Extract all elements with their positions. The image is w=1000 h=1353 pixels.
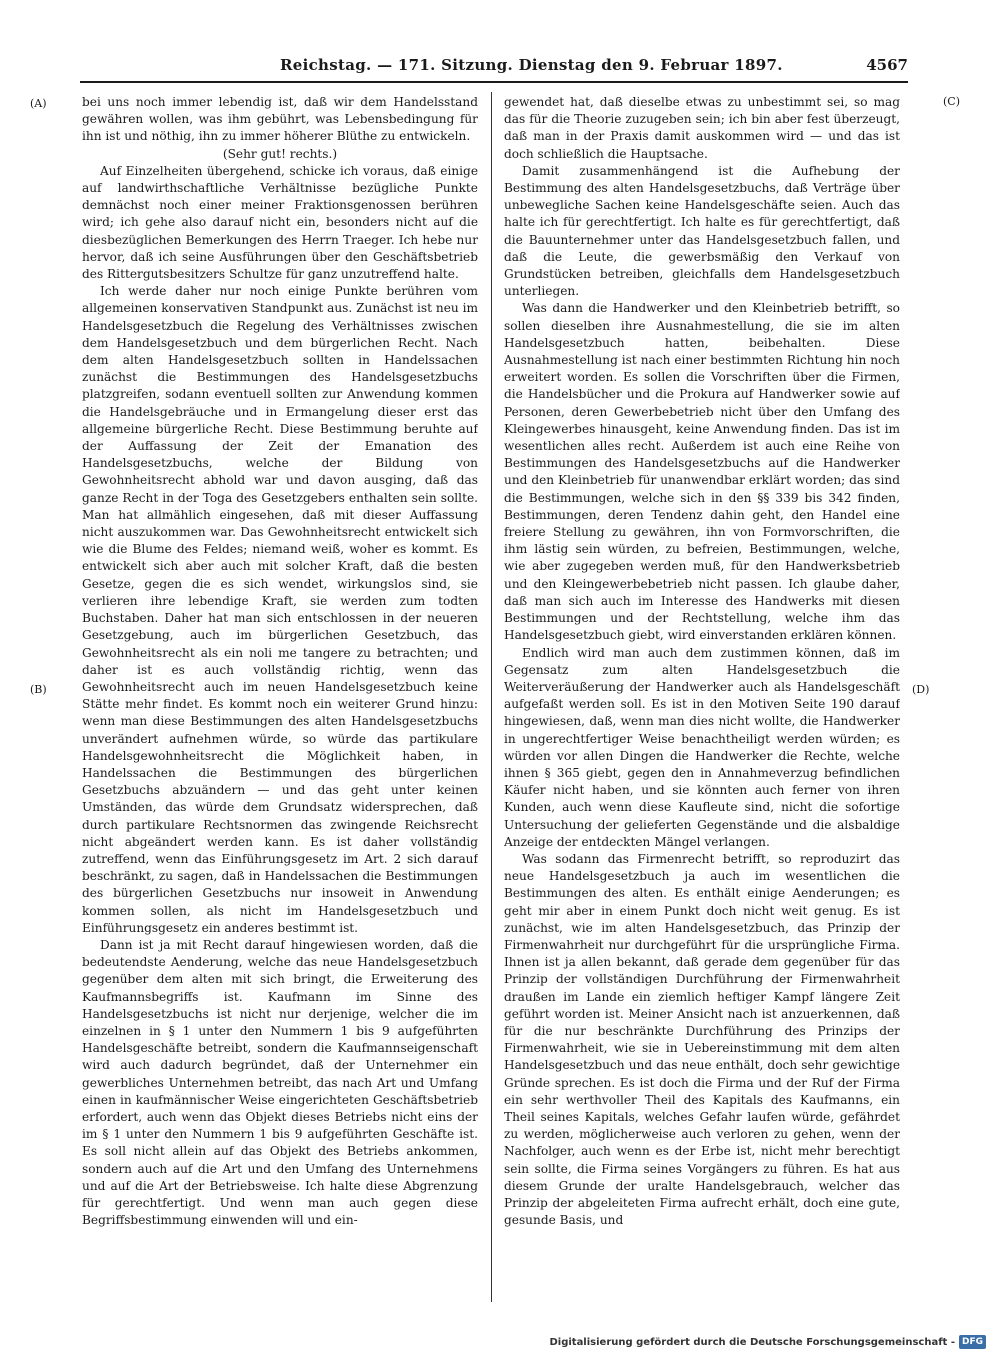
margin-marker-c: (C) bbox=[943, 95, 960, 108]
paragraph: Endlich wird man auch dem zustimmen können, daß im Gegensatz zum alten Handelsgesetzbuch die Weiterveräußerung der Handwerker auch als Handelsgeschäft aufgefaßt werden soll. Es ist in den Motiven Seite 190 darauf hingewiesen, daß, wenn man dies nicht wollte, die Handwerker in ungerechtfertiger Weise benachtheiligt werden würden; es würden vor allen Dingen die Handwerker die Rechte, welche ihnen § 365 giebt, gegen den in Annahmeverzug befindlichen Käufer nicht haben, und sie könnten auch ferner von ihren Kunden, auch wenn diese Kaufleute sind, nicht die sofortige Untersuchung der gelieferten Gegenstände und die alsbaldige Anzeige der entdeckten Mängel verlangen. bbox=[504, 645, 900, 849]
paragraph: Was sodann das Firmenrecht betrifft, so reproduzirt das neue Handelsgesetzbuch ja auch im wesentlichen die Bestimmungen des alten. Es enthält einige Aenderungen; es geht mir aber in einem Punkt doch nicht weit genug. Es ist zunächst, wie im alten Handelsgesetzbuch, das Prinzip der Firmenwahrheit nur durchgeführt für die ursprüngliche Firma. Ihnen ist ja allen bekannt, daß gerade dem gegenüber für das Prinzip der vollständigen Durchführung der Firmenwahrheit draußen im Lande ein ziemlich heftiger Kampf längere Zeit geführt worden ist. Meiner Ansicht nach ist anzuerkennen, daß für die nur beschränkte Durchführung des Prinzips der Firmenwahrheit, wie sie in Uebereinstimmung mit dem alten Handelsgesetzbuch und das neue enthält, doch sehr gewichtige Gründe sprechen. Es ist doch die Firma und der Ruf der Firma ein sehr werthvoller Theil des Kapitals des Kaufmanns, ein Theil seines Kapitals, welches Gefahr laufen würde, gefährdet zu werden, möglicherweise auch verloren zu gehen, wenn der Nachfolger, auch wenn es der Erbe ist, nicht mehr berechtigt sein sollte, die Firma seines Vorgängers zu führen. Es hat aus diesem Grunde der uralte Handelsgebrauch, welcher das Prinzip der abgeleiteten Firma aufrecht erhält, doch eine gute, gesunde Basis, und bbox=[504, 851, 900, 1228]
margin-marker-b: (B) bbox=[30, 683, 47, 696]
paragraph: gewendet hat, daß dieselbe etwas zu unbestimmt sei, so mag das für die Theorie zuzugeben sein; ich bin aber fest überzeugt, daß man in der Praxis damit auskommen wird — und das ist doch schließlich die Hauptsache. bbox=[504, 95, 900, 161]
paragraph: Auf Einzelheiten übergehend, schicke ich voraus, daß einige auf landwirthschaftliche Verhältnisse bezügliche Punkte demnächst noch einer meiner Fraktionsgenossen berühren wird; ich gehe also darauf nicht ein, besonders nicht auf die diesbezüglichen Bemerkungen des Herrn Traeger. Ich hebe nur hervor, daß ich seine Ausführungen über den Geschäftsbetrieb des Rittergutsbesitzers Schultze für ganz unzutreffend halte. bbox=[82, 163, 478, 282]
footer-credit: Digitalisierung gefördert durch die Deutsche Forschungsgemeinschaft - bbox=[549, 1336, 955, 1348]
left-column bbox=[82, 94, 478, 1304]
page-header bbox=[80, 56, 908, 80]
page-number: 4567 bbox=[866, 56, 908, 74]
dfg-logo-icon: DFG bbox=[959, 1335, 986, 1349]
paragraph: Dann ist ja mit Recht darauf hingewiesen worden, daß die bedeutendste Aenderung, welche das neue Handelsgesetzbuch gegenüber dem alten mit sich bringt, die Erweiterung des Kaufmannsbegriffs ist. Kaufmann im Sinne des Handelsgesetzbuchs ist nicht nur derjenige, welcher die im einzelnen in § 1 unter den Nummern 1 bis 9 aufgeführten Handelsgeschäfte betreibt, sondern die Kaufmannseigenschaft wird auch dadurch begründet, daß der Unternehmer ein gewerbliches Unternehmen betreibt, das nach Art und Umfang einen in kaufmännischer Weise eingerichteten Geschäftsbetrieb erfordert, auch wenn das Objekt dieses Betriebs nicht eins der im § 1 unter den Nummern 1 bis 9 aufgeführten Geschäfte ist. Es soll nicht allein auf das Objekt des Betriebs ankommen, sondern auch auf die Art und den Umfang des Unternehmens und auf die Art der Betriebsweise. Ich halte diese Abgrenzung für gerechtfertigt. Und wenn man auch gegen diese Begriffsbestimmung einwenden will und ein- bbox=[82, 937, 478, 1228]
margin-marker-a: (A) bbox=[30, 97, 47, 110]
paragraph: Damit zusammenhängend ist die Aufhebung der Bestimmung des alten Handelsgesetzbuchs, daß Verträge über unbewegliche Sachen keine Handelsgeschäfte seien. Auch das halte ich für gerechtfertigt. Ich halte es für gerechtfertigt, daß die Bauunternehmer unter das Handelsgesetzbuch fallen, und daß die Leute, die gewerbsmäßig den Verkauf von Grundstücken betreiben, gleichfalls dem Handelsgesetzbuch unterliegen. bbox=[504, 163, 900, 299]
running-title: Reichstag. — 171. Sitzung. Dienstag den 9. Februar 1897. bbox=[280, 56, 783, 74]
paragraph: Ich werde daher nur noch einige Punkte berühren vom allgemeinen konservativen Standpunkt aus. Zunächst ist neu im Handelsgesetzbuch die Regelung des Verhältnisses zwischen dem Handelsgesetzbuch und dem bürgerlichen Recht. Nach dem alten Handelsgesetzbuch sollten in Handelssachen zunächst die Bestimmungen des Handelsgesetzbuchs platzgreifen, sodann eventuell sollten zur Anwendung kommen die Handelsgebräuche und in Ermangelung dieser erst das allgemeine bürgerliche Recht. Diese Bestimmung beruhte auf der Auffassung der Zeit der Emanation des Handelsgesetzbuchs, welche der Bildung von Gewohnheitsrecht abhold war und davon ausging, daß das ganze Recht in der Toga des Gesetzgebers enthalten sein sollte. Man hat allmählich eingesehen, daß mit dieser Auffassung nicht auszukommen war. Das Gewohnheitsrecht entwickelt sich wie die Blume des Feldes; niemand weiß, woher es kommt. Es entwickelt sich aber auch mit solcher Kraft, daß die besten Gesetze, gegen die es sich wendet, wirkungslos sind, sie verlieren ihre lebendige Kraft, sie werden zum todten Buchstaben. Daher hat man sich entschlossen in der neueren Gesetzgebung, auch im bürgerlichen Gesetzbuch, das Gewohnheitsrecht als ein noli me tangere zu betrachten; und daher ist es auch vollständig richtig, wenn das Gewohnheitsrecht auch im neuen Handelsgesetzbuch keine Stätte mehr findet. Es kommt noch ein weiterer Grund hinzu: wenn man diese Bestimmungen des alten Handelsgesetzbuchs unverändert aufnehmen würde, so würde das partikulare Handelsgewohnheitsrecht die Möglichkeit haben, in Handelssachen die Bestimmungen des bürgerlichen Gesetzbuchs abzuändern — und das geht unter keinen Umständen, das würde dem Grundsatz widersprechen, daß durch partikulare Rechtsnormen das zwingende Reichsrecht nicht abgeändert werden kann. Es ist daher vollständig zutreffend, wenn das Einführungsgesetz im Art. 2 sich darauf beschränkt, zu sagen, daß in Handelssachen die Bestimmungen des bürgerlichen Gesetzbuchs nur insoweit in Anwendung kommen sollen, als nicht im Handelsgesetzbuch und Einführungsgesetz ein anderes bestimmt ist. bbox=[82, 284, 478, 935]
right-column bbox=[504, 94, 900, 1304]
column-divider bbox=[491, 92, 492, 1302]
header-rule bbox=[80, 81, 908, 83]
margin-marker-d: (D) bbox=[912, 683, 930, 696]
footer bbox=[549, 1335, 986, 1349]
paragraph: Was dann die Handwerker und den Kleinbetrieb betrifft, so sollen dieselben ihre Ausnahmestellung, die sie im alten Handelsgesetzbuch hatten, beibehalten. Diese Ausnahmestellung ist nach einer bestimmten Richtung hin noch erweitert worden. Es sollen die Vorschriften über die Firmen, die Handelsbücher und die Prokura auf Handwerker sowie auf Personen, deren Gewerbebetrieb nicht über den Umfang des Kleingewerbes hinausgeht, keine Anwendung finden. Das ist im wesentlichen alles recht. Außerdem ist auch eine Reihe von Bestimmungen des Handelsgesetzbuchs auf die Handwerker und den Kleinbetrieb für unanwendbar erklärt worden; das sind die Bestimmungen, welche sich in den §§ 339 bis 342 finden, Bestimmungen, deren Tendenz dahin geht, den Handel eine freiere Stellung zu gewähren, ihn von Formvorschriften, die ihm lästig sein würden, zu befreien, Bestimmungen, welche, wie aber zugegeben werden muß, für den Handwerksbetrieb und den Kleingewerbebetrieb nicht passen. Ich glaube daher, daß man sich auch im Interesse des Handwerks mit diesen Bestimmungen und der Rechtstellung, welche ihm das Handelsgesetzbuch giebt, wird einverstanden erklären können. bbox=[504, 301, 900, 643]
paragraph: bei uns noch immer lebendig ist, daß wir dem Handelsstand gewähren wollen, was ihm gebührt, was Lebensbedingung für ihn ist und nöthig, ihn zu immer höherer Blüthe zu entwickeln. bbox=[82, 95, 478, 144]
paragraph: (Sehr gut! rechts.) bbox=[222, 146, 338, 161]
